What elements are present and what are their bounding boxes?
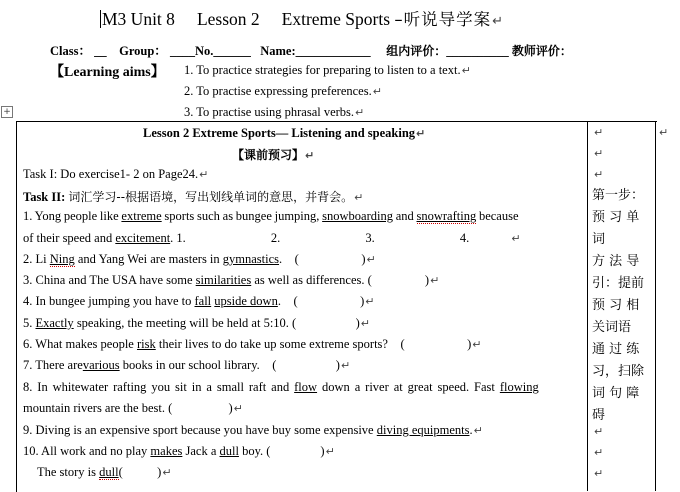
paragraph-mark-icon: ↵ bbox=[366, 253, 376, 266]
title-lesson: Lesson 2 bbox=[196, 9, 260, 29]
sentence-4: 4. In bungee jumping you have to fall upside down. ( )↵ bbox=[23, 294, 375, 308]
sentence-1-cont: of their speed and excitement. 1. 2. 3. 4. ↵ bbox=[23, 231, 521, 245]
paragraph-mark-icon: ↵ bbox=[594, 126, 604, 139]
vocab-word: upside down bbox=[214, 294, 278, 308]
aim-item: 2. To practise expressing preferences.↵ bbox=[184, 84, 382, 98]
paragraph-mark-icon: ↵ bbox=[233, 402, 243, 415]
paragraph-mark-icon: ↵ bbox=[360, 317, 370, 330]
table-column-divider bbox=[587, 121, 588, 491]
group-evaluation-label: 组内评价： bbox=[386, 44, 447, 58]
sentence-2: 2. Li Ning and Yang Wei are masters in gymnastics. ( )↵ bbox=[23, 252, 376, 266]
task-1: Task I: Do exercise1- 2 on Page24.↵ bbox=[23, 167, 209, 181]
vocab-word: diving equipments bbox=[376, 423, 470, 437]
vocab-word: Exactly bbox=[35, 316, 74, 330]
paragraph-mark-icon: ↵ bbox=[594, 147, 604, 160]
paragraph-mark-icon: ↵ bbox=[305, 149, 315, 162]
vocab-word: snowboarding bbox=[322, 209, 393, 223]
answer-number: 1. bbox=[176, 231, 186, 245]
vocab-word: risk bbox=[136, 337, 156, 351]
vocab-word: extreme bbox=[121, 209, 162, 223]
answer-number: 4. bbox=[459, 231, 470, 245]
paragraph-mark-icon: ↵ bbox=[594, 168, 604, 181]
paragraph-mark-icon: ↵ bbox=[365, 295, 375, 308]
paragraph-mark-icon: ↵ bbox=[372, 85, 382, 98]
paragraph-mark-icon: ↵ bbox=[461, 64, 471, 77]
paragraph-mark-icon: ↵ bbox=[354, 191, 364, 204]
sentence-7: 7. There arevarious books in our school library. ( )↵ bbox=[23, 358, 351, 372]
sentence-1: 1. Yong people like extreme sports such as bungee jumping, snowboarding and snowrafting because bbox=[23, 209, 519, 223]
side-note: 第一步： 预 习 单 词 方 法 导 引：提前 预 习 相 关词语 通 过 练 习，扫除 词 句 障 碍 bbox=[592, 188, 645, 423]
paragraph-mark-icon: ↵ bbox=[162, 466, 172, 479]
number-label: No. bbox=[194, 44, 214, 58]
sentence-9: 9. Diving is an expensive sport because you have buy some expensive diving equipments.↵ bbox=[23, 423, 483, 437]
sentence-10-cont: The story is dull( )↵ bbox=[37, 465, 172, 479]
table-heading: Lesson 2 Extreme Sports— Listening and speaking↵ bbox=[143, 126, 426, 140]
sentence-5: 5. Exactly speaking, the meeting will be held at 5:10. ( )↵ bbox=[23, 316, 370, 330]
task-2: Task II: 词汇学习--根据语境，写出划线单词的意思，并背会。↵ bbox=[23, 190, 364, 204]
vocab-word: makes bbox=[150, 444, 183, 458]
number-blank[interactable]: ______ bbox=[213, 44, 251, 58]
vocab-word: Ning bbox=[49, 252, 75, 266]
table-move-handle-icon[interactable]: + bbox=[1, 106, 13, 118]
paragraph-mark-icon: ↵ bbox=[325, 445, 335, 458]
answer-number: 2. bbox=[270, 231, 281, 245]
title-topic: Extreme Sports bbox=[281, 9, 391, 29]
vocab-word: similarities bbox=[195, 273, 252, 287]
paragraph-mark-icon: ↵ bbox=[340, 359, 351, 372]
student-info-line bbox=[50, 41, 572, 59]
paragraph-mark-icon: ↵ bbox=[594, 446, 604, 459]
class-label: Class： bbox=[50, 44, 91, 58]
vocab-word: fall bbox=[194, 294, 212, 308]
sentence-10: 10. All work and no play makes Jack a dull boy. ( )↵ bbox=[23, 444, 335, 458]
group-blank[interactable]: ____ bbox=[169, 44, 195, 58]
vocab-word: snowrafting bbox=[416, 209, 477, 223]
paragraph-mark-icon: ↵ bbox=[659, 126, 669, 139]
paragraph-mark-icon: ↵ bbox=[199, 168, 209, 181]
paragraph-mark-icon: ↵ bbox=[492, 14, 504, 29]
paragraph-mark-icon: ↵ bbox=[594, 467, 604, 480]
answer-number: 3. bbox=[365, 231, 375, 245]
paragraph-mark-icon: ↵ bbox=[594, 425, 604, 438]
sentence-3: 3. China and The USA have some similarities as well as differences. ( )↵ bbox=[23, 273, 440, 287]
document-title bbox=[100, 6, 503, 30]
group-label: Group： bbox=[119, 44, 167, 58]
vocab-word: dull bbox=[219, 444, 239, 458]
sentence-8: 8. In whitewater rafting you sit in a small raft and flow down a river at great speed. Fast flowing bbox=[23, 380, 539, 394]
aim-item: 3. To practise using phrasal verbs.↵ bbox=[184, 105, 365, 119]
class-blank[interactable]: __ bbox=[94, 44, 107, 58]
sentence-8-cont: mountain rivers are the best. ( )↵ bbox=[23, 401, 243, 415]
text-cursor bbox=[100, 10, 101, 28]
teacher-evaluation-label: 教师评价： bbox=[511, 44, 572, 58]
learning-aims-label: 【Learning aims】 bbox=[50, 65, 165, 80]
paragraph-mark-icon: ↵ bbox=[472, 338, 482, 351]
paragraph-mark-icon: ↵ bbox=[473, 424, 483, 437]
preview-subheading: 【课前预习】↵ bbox=[232, 148, 315, 162]
paragraph-mark-icon: ↵ bbox=[355, 106, 365, 119]
vocab-word: gymnastics bbox=[222, 252, 280, 266]
name-label: Name: bbox=[260, 44, 296, 58]
vocab-word: dull bbox=[99, 465, 119, 479]
vocab-word: flow bbox=[294, 380, 318, 394]
paragraph-mark-icon: ↵ bbox=[511, 232, 521, 245]
aim-item: 1. To practice strategies for preparing to listen to a text.↵ bbox=[184, 63, 471, 77]
table-column-divider bbox=[655, 121, 656, 491]
paragraph-mark-icon: ↵ bbox=[416, 127, 426, 140]
title-unit: M3 Unit 8 bbox=[102, 9, 175, 29]
name-blank[interactable]: ____________ bbox=[295, 44, 371, 58]
vocab-word: various bbox=[82, 358, 120, 372]
vocab-word: flowing bbox=[499, 380, 539, 394]
title-chinese: –听说导学案 bbox=[394, 10, 492, 29]
group-evaluation-blank[interactable]: __________ bbox=[446, 44, 509, 58]
sentence-6: 6. What makes people risk their lives to do take up some extreme sports? ( )↵ bbox=[23, 337, 482, 351]
paragraph-mark-icon: ↵ bbox=[430, 274, 440, 287]
vocab-word: excitement bbox=[115, 231, 171, 245]
